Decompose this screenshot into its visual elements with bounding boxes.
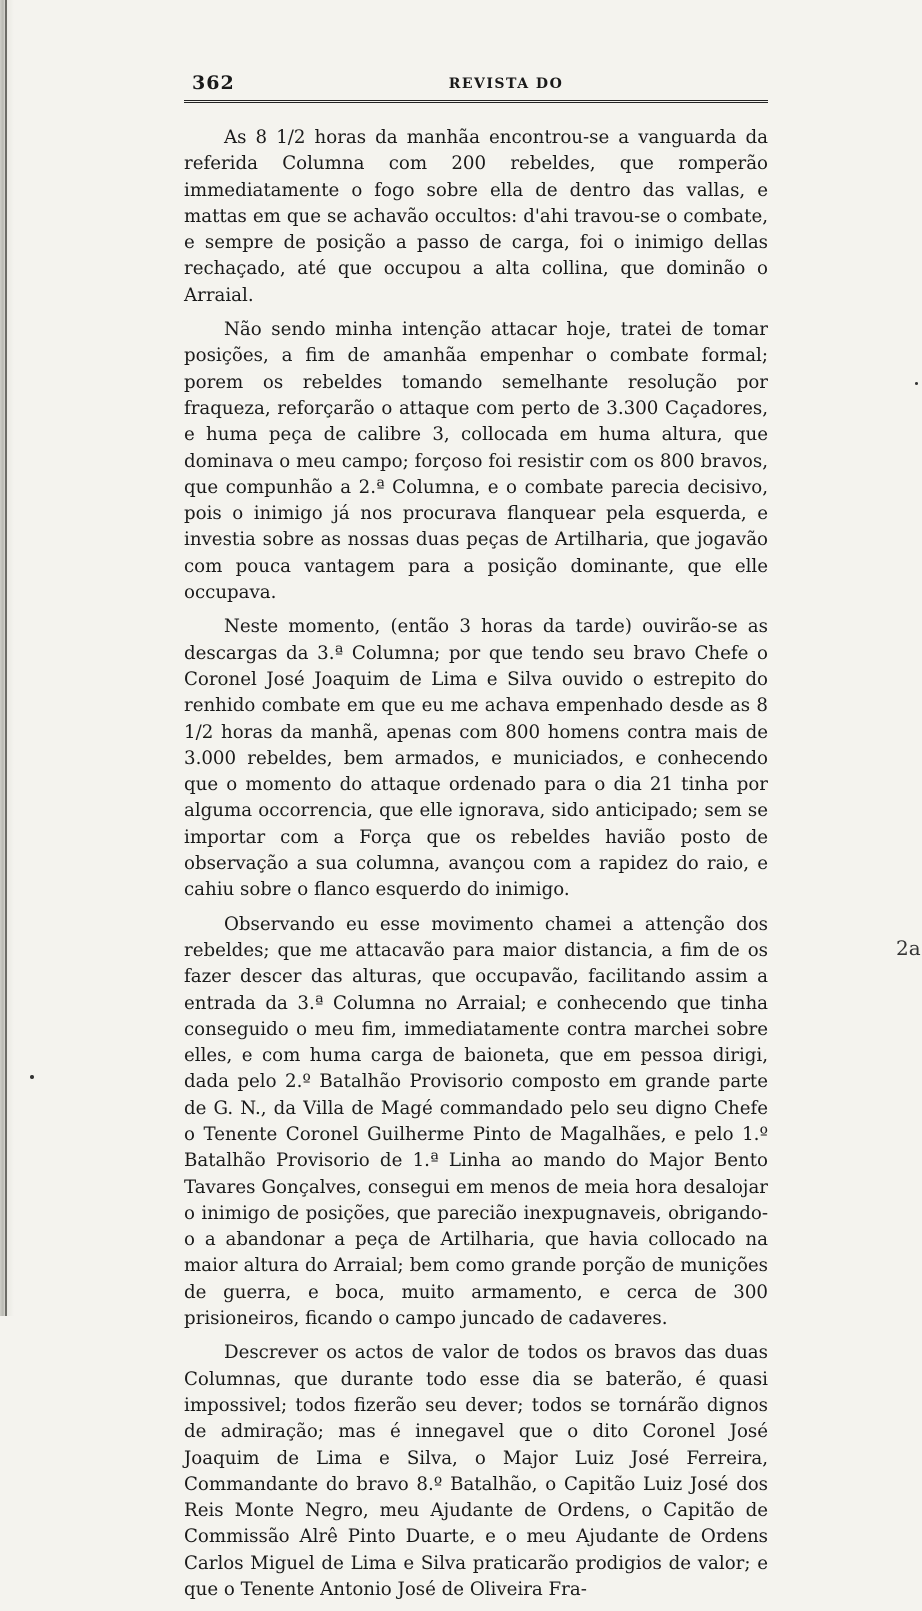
page-number: 362 bbox=[192, 72, 235, 94]
ink-speck bbox=[30, 1075, 34, 1079]
paragraph: Observando eu esse movimento chamei a attenção dos rebeldes; que me attacavão para maior distancia, a fim de os fazer descer das alturas, que occupavão, facilitando assim a entrada da 3.ª Columna no Arraial; e conhecendo que tinha conseguido o meu fim, immediatamente contra marchei sobre elles, e com huma carga de baioneta, que em pessoa dirigi, dada pelo 2.º Batalhão Provisorio composto em grande parte de G. N., da Villa de Magé commandado pelo seu digno Chefe o Tenente Coronel Guilherme Pinto de Magalhães, e pelo 1.º Batalhão Provisorio de 1.ª Linha ao mando do Major Bento Tavares Gonçalves, consegui em menos de meia hora desalojar o inimigo de posições, que parecião inexpugnaveis, obrigando-o a abandonar a peça de Artilharia, que havia collocado na maior altura do Arraial; bem como grande porção de munições de guerra, e boca, muito armamento, e cerca de 300 prisioneiros, ficando o campo juncado de cadaveres. bbox=[184, 913, 768, 1330]
ink-speck bbox=[915, 382, 918, 385]
paragraph: Não sendo minha intenção attacar hoje, tratei de tomar posições, a fim de amanhãa empenhar o combate formal; porem os rebeldes tomando semelhante resolução por fraqueza, reforçarão o attaque com perto de 3.300 Caçadores, e huma peça de calibre 3, collocada em huma altura, que dominava o meu campo; forçoso foi resistir com os 800 bravos, que compunhão a 2.ª Columna, e o combate parecia decisivo, pois o inimigo já nos procurava flanquear pela esquerda, e investia sobre as nossas duas peças de Artilharia, que jogavão com pouca vantagem para a posição dominante, que elle occupava. bbox=[184, 319, 768, 604]
book-page bbox=[184, 66, 768, 1611]
binding-rule bbox=[5, 0, 7, 1316]
running-title: REVISTA DO bbox=[448, 76, 564, 92]
page-binding-shadow bbox=[0, 0, 14, 1316]
paragraph: Neste momento, (então 3 horas da tarde) ouvirão-se as descargas da 3.ª Columna; por que tendo seu bravo Chefe o Coronel José Joaquim de Lima e Silva ouvido o estrepito do renhido combate em que eu me achava empenhado desde as 8 1/2 horas da manhã, apenas com 800 homens contra mais de 3.000 rebeldes, bem armados, e municiados, e conhecendo que o momento do attaque ordenado para o dia 21 tinha por alguma occorrencia, que elle ignorava, sido anticipado; sem se importar com a Força que os rebeldes havião posto de observação a sua columna, avançou com a rapidez do raio, e cahiu sobre o flanco esquerdo do inimigo. bbox=[184, 616, 768, 901]
page-header bbox=[184, 66, 768, 103]
paragraph: Descrever os actos de valor de todos os bravos das duas Columnas, que durante todo esse dia se baterão, é quasi impossivel; todos fizerão seu dever; todos se tornárão dignos de admiração; mas é innegavel que o dito Coronel José Joaquim de Lima e Silva, o Major Luiz José Ferreira, Commandante do bravo 8.º Batalhão, o Capitão Luiz José dos Reis Monte Negro, meu Ajudante de Ordens, o Capitão de Commissão Alrê Pinto Duarte, e o meu Ajudante de Ordens Carlos Miguel de Lima e Silva praticarão prodigios de valor; e que o Tenente Antonio José de Oliveira Fra- bbox=[184, 1342, 768, 1601]
paragraph: As 8 1/2 horas da manhãa encontrou-se a vanguarda da referida Columna com 200 rebeldes, que romperão immediatamente o fogo sobre ella de dentro das vallas, e mattas em que se achavão occultos: d'ahi travou-se o combate, e sempre de posição a passo de carga, foi o inimigo dellas rechaçado, até que occupou a alta collina, que dominão o Arraial. bbox=[184, 127, 768, 306]
body-text bbox=[184, 125, 768, 1603]
margin-annotation: 2a bbox=[896, 936, 921, 960]
